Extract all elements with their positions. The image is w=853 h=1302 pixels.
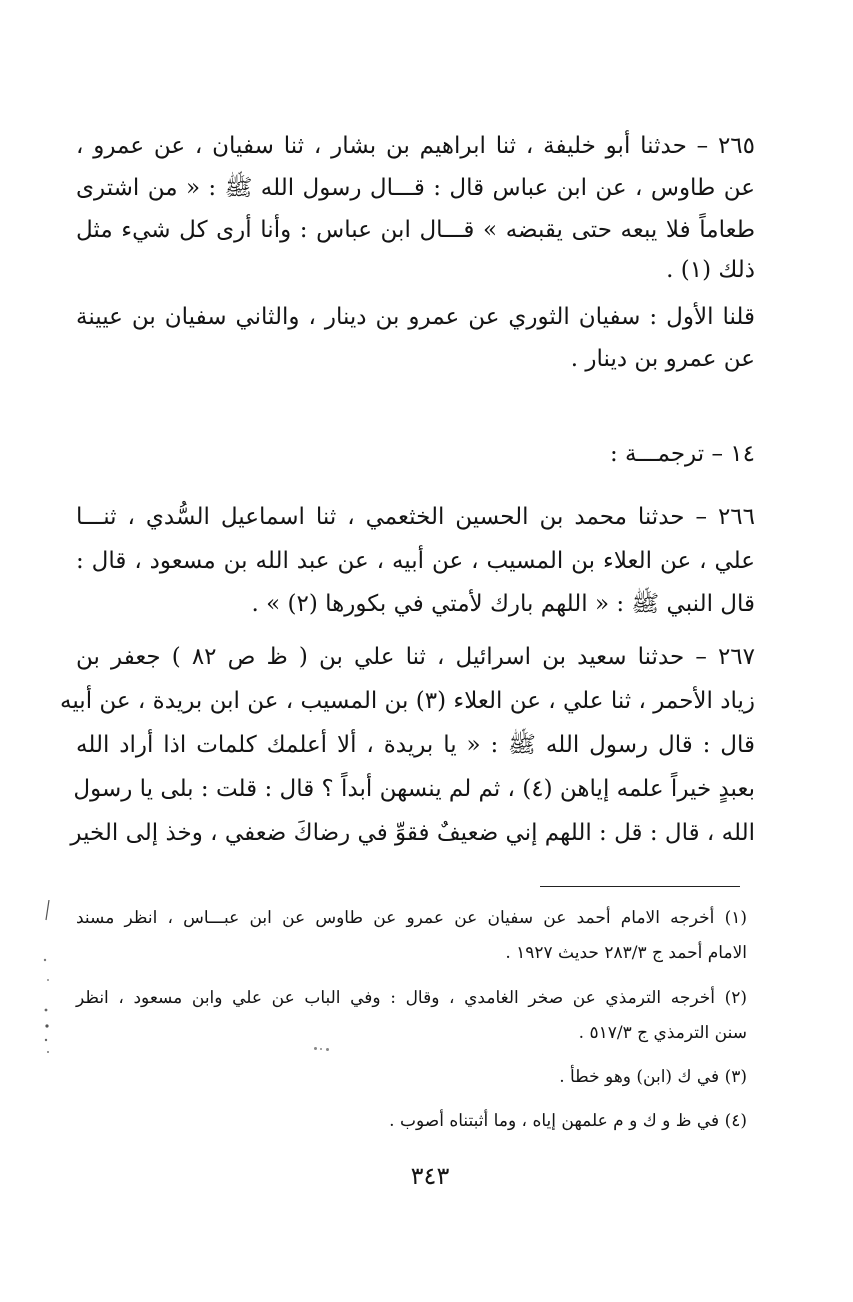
body-line: عن طاوس ، عن ابن عباس قال : قـــال رسول الله ﷺ : « من اشترى [76,175,755,201]
body-line: ٢٦٥ – حدثنا أبو خليفة ، ثنا ابراهيم بن بشار ، ثنا سفيان ، عن عمرو ، [76,133,755,159]
body-line: قال النبي ﷺ : « اللهم بارك لأمتي في بكورها (٢) » . [251,591,755,617]
footnote-separator [540,886,740,887]
body-line: قلنا الأول : سفيان الثوري عن عمرو بن دينار ، والثاني سفيان بن عيينة [76,304,755,330]
scan-speck [320,1048,322,1050]
footnote-line: (٢) أخرجه الترمذي عن صخر الغامدي ، وقال : وفي الباب عن علي وابن مسعود ، انظر [76,988,747,1008]
body-line: ٢٦٧ – حدثنا سعيد بن اسرائيل ، ثنا علي بن ( ظ ص ٨٢ ) جعفر بن [76,644,755,670]
body-line: عن عمرو بن دينار . [570,346,755,372]
footnote-line: (٣) في ك (ابن) وهو خطأ . [559,1067,747,1087]
body-line: الله ، قال : قل : اللهم إني ضعيفٌ فقوِّ في رضاكَ ضعفي ، وخذ إلى الخير [70,820,755,846]
body-line: قال : قال رسول الله ﷺ : « يا بريدة ، ألا أعلمك كلمات اذا أراد الله [76,732,755,758]
footnote-line: (٤) في ظ و ك و م علمهن إياه ، وما أثبتناه أصوب . [389,1111,747,1131]
section-heading: ١٤ – ترجمـــة : [609,441,755,467]
body-line: علي ، عن العلاء بن المسيب ، عن أبيه ، عن عبد الله بن مسعود ، قال : [76,548,756,574]
scan-speck [314,1047,317,1050]
scan-speck [326,1048,329,1051]
body-line: طعاماً فلا يبعه حتى يقبضه » قـــال ابن عباس : وأنا أرى كل شيء مثل [76,217,755,243]
footnote-line: الامام أحمد ج ٢٨٣/٣ حديث ١٩٢٧ . [505,943,747,963]
footnote-line: (١) أخرجه الامام أحمد عن سفيان عن عمرو عن طاوس عن ابن عبـــاس ، انظر مسند [76,908,747,928]
body-line: ذلك (١) . [666,257,755,283]
scan-speckle-marks [40,900,54,1070]
body-line: بعبدٍ خيراً علمه إياهن (٤) ، ثم لم ينسهن أبداً ؟ قال : قلت : بلى يا رسول [73,776,755,802]
body-line: ٢٦٦ – حدثنا محمد بن الحسين الخثعمي ، ثنا اسماعيل السُّدي ، ثنـــا [76,504,755,530]
body-line: زياد الأحمر ، ثنا علي ، عن العلاء (٣) بن المسيب ، عن ابن بريدة ، عن أبيه [60,688,755,714]
footnote-line: سنن الترمذي ج ٥١٧/٣ . [578,1023,747,1043]
page-number: ٣٤٣ [410,1162,450,1190]
